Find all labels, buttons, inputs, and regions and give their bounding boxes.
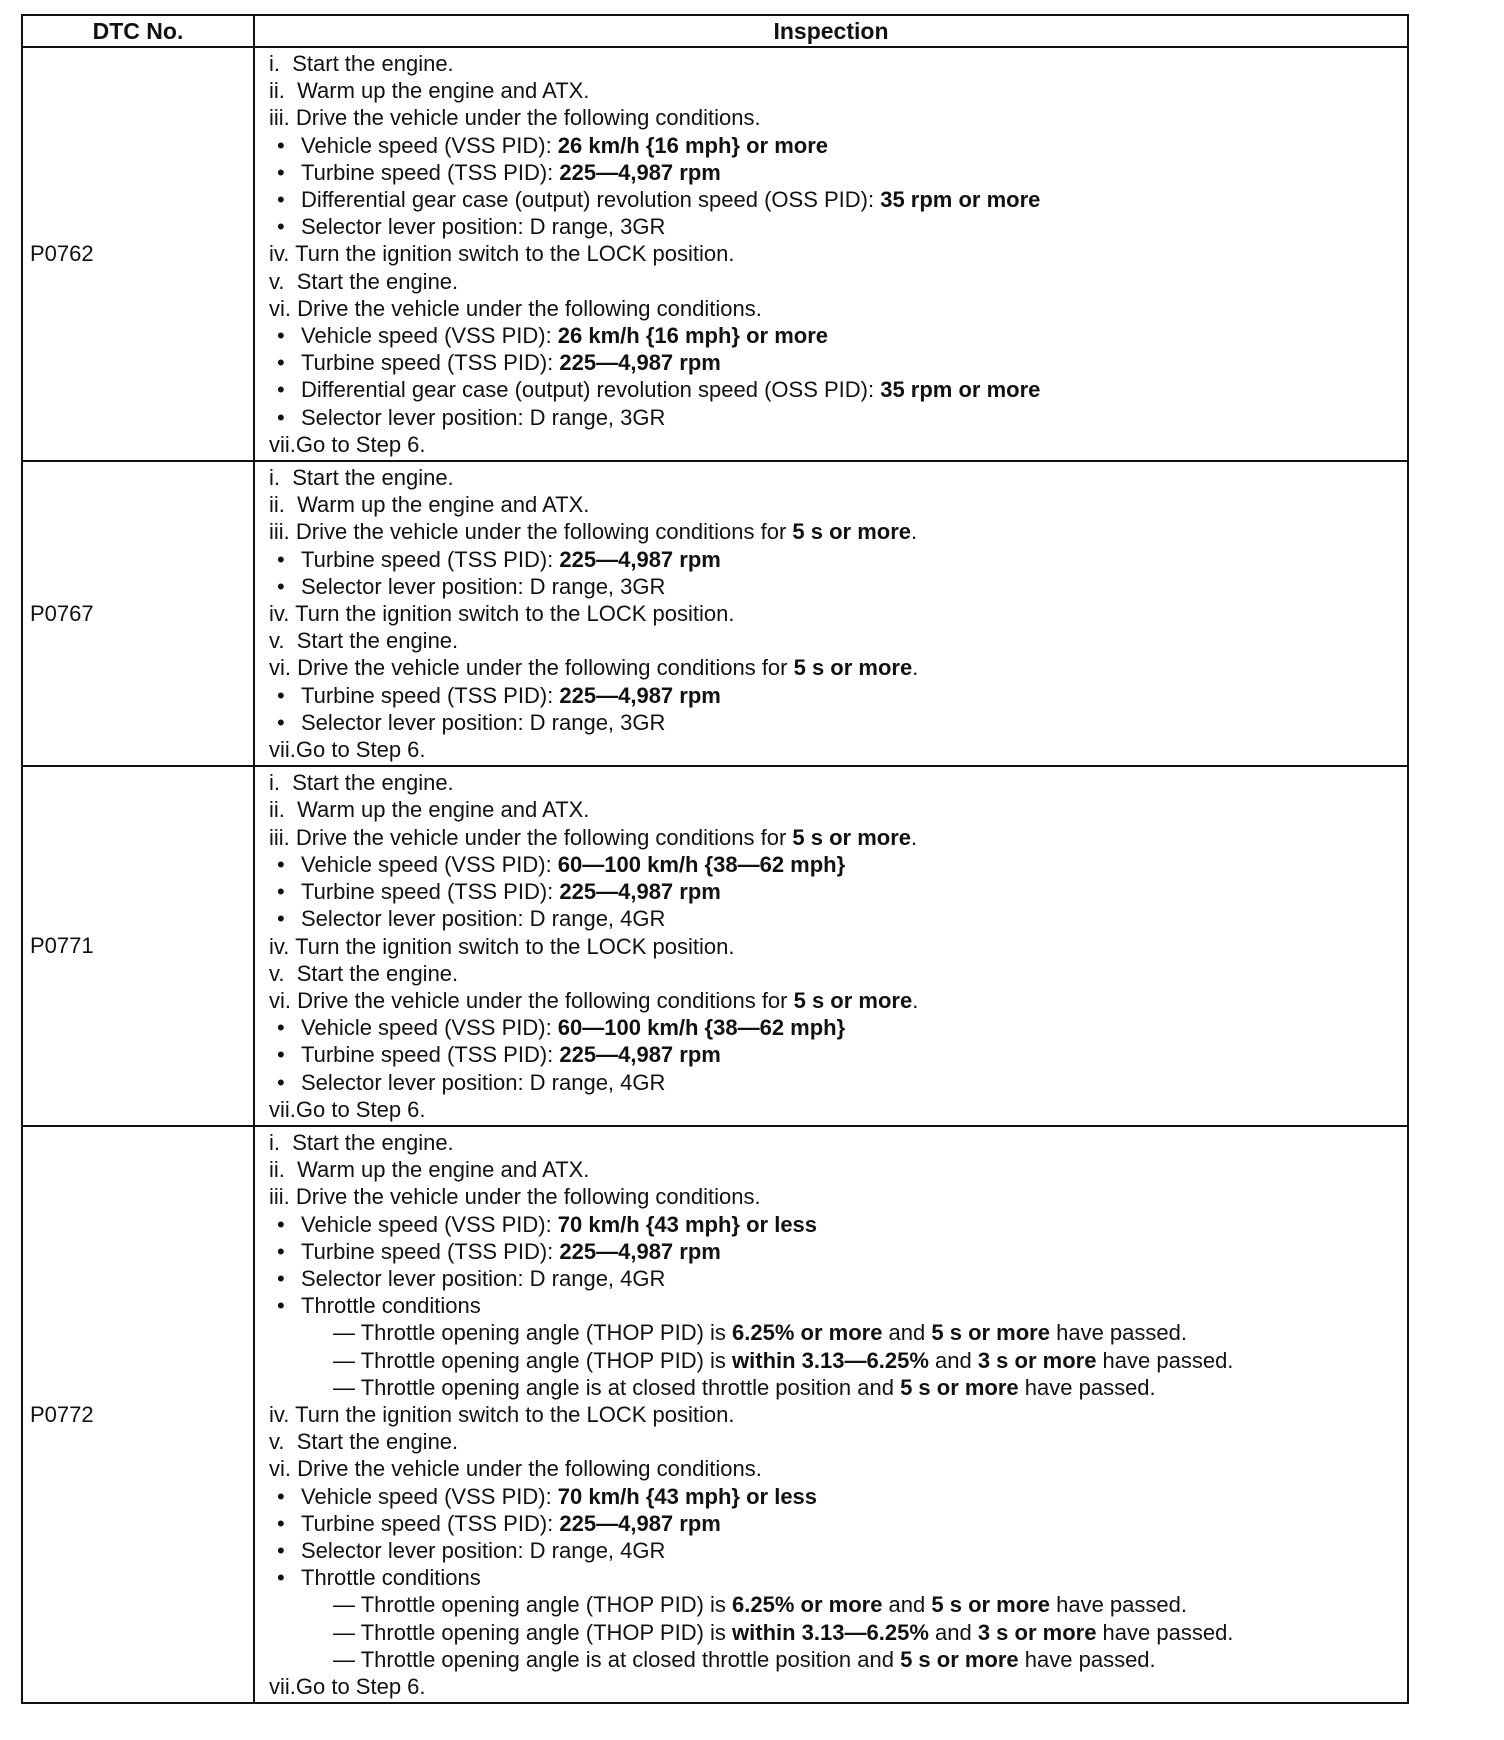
bullet-icon: •: [277, 377, 285, 403]
sub-condition-item: [269, 1646, 1407, 1673]
condition-item: [269, 851, 1407, 878]
bullet-icon: •: [277, 546, 285, 572]
step-text: v. Start the engine.: [269, 1429, 459, 1455]
step-item: [269, 518, 1407, 545]
condition-item: [269, 1211, 1407, 1238]
step-item: [269, 796, 1407, 823]
emphasis-text: within 3.13—6.25%: [732, 1619, 929, 1645]
step-text: — Throttle opening angle (THOP PID) is: [333, 1347, 733, 1373]
step-text: — Throttle opening angle is at closed throttle position and: [333, 1374, 901, 1400]
condition-item: [269, 1265, 1407, 1292]
emphasis-text: 26 km/h {16 mph} or more: [557, 132, 829, 158]
bullet-icon: •: [277, 1265, 285, 1291]
table-row: [22, 461, 1408, 766]
emphasis-text: 3 s or more: [977, 1619, 1097, 1645]
step-text: .: [911, 519, 918, 545]
step-item: [269, 295, 1407, 322]
step-text: ii. Warm up the engine and ATX.: [269, 78, 590, 104]
emphasis-text: 225—4,987 rpm: [559, 159, 721, 185]
step-text: Throttle conditions: [301, 1565, 481, 1591]
emphasis-text: 225—4,987 rpm: [559, 1238, 721, 1264]
step-text: Selector lever position: D range, 4GR: [301, 1537, 666, 1563]
emphasis-text: 5 s or more: [931, 1592, 1050, 1618]
condition-item: [269, 1292, 1407, 1319]
step-item: [269, 824, 1407, 851]
step-text: Turbine speed (TSS PID):: [301, 159, 560, 185]
step-text: i. Start the engine.: [269, 51, 454, 76]
dtc-code: P0772: [22, 1126, 254, 1703]
step-text: Vehicle speed (VSS PID):: [301, 323, 558, 349]
bullet-icon: •: [277, 187, 285, 213]
step-text: i. Start the engine.: [269, 465, 454, 491]
step-item: [269, 960, 1407, 987]
step-item: [269, 1428, 1407, 1455]
inspection-steps: [254, 461, 1408, 766]
condition-item: [269, 132, 1407, 159]
header-dtc-no: DTC No.: [22, 15, 254, 47]
step-text: .: [911, 824, 918, 850]
emphasis-text: 3 s or more: [977, 1347, 1097, 1373]
condition-item: [269, 1041, 1407, 1068]
step-text: Selector lever position: D range, 4GR: [301, 1069, 666, 1095]
step-text: iii. Drive the vehicle under the following conditions.: [269, 1184, 761, 1210]
step-text: Vehicle speed (VSS PID):: [301, 851, 558, 877]
step-item: [269, 1129, 1407, 1156]
step-text: Selector lever position: D range, 3GR: [301, 214, 666, 240]
dtc-code: P0767: [22, 461, 254, 766]
step-text: vii.Go to Step 6.: [269, 1673, 426, 1699]
emphasis-text: 6.25% or more: [732, 1592, 883, 1618]
bullet-icon: •: [277, 682, 285, 708]
step-item: [269, 769, 1407, 796]
inspection-steps: [254, 47, 1408, 461]
emphasis-text: 26 km/h {16 mph} or more: [557, 323, 829, 349]
step-text: iv. Turn the ignition switch to the LOCK position.: [269, 1401, 735, 1427]
table-row: [22, 766, 1408, 1126]
step-item: [269, 1156, 1407, 1183]
bullet-icon: •: [277, 1238, 285, 1264]
step-text: Selector lever position: D range, 3GR: [301, 573, 666, 599]
emphasis-text: 60—100 km/h {38—62 mph}: [557, 1015, 846, 1041]
condition-item: [269, 682, 1407, 709]
emphasis-text: 5 s or more: [792, 824, 911, 850]
bullet-icon: •: [277, 1015, 285, 1041]
dtc-code: P0771: [22, 766, 254, 1126]
step-text: Differential gear case (output) revolution speed (OSS PID):: [301, 377, 881, 403]
step-item: [269, 1455, 1407, 1482]
step-text: ii. Warm up the engine and ATX.: [269, 492, 590, 518]
bullet-icon: •: [277, 1537, 285, 1563]
condition-item: [269, 159, 1407, 186]
step-text: vii.Go to Step 6.: [269, 737, 426, 763]
step-item: [269, 1401, 1407, 1428]
step-item: [269, 104, 1407, 131]
bullet-icon: •: [277, 323, 285, 349]
header-inspection: Inspection: [254, 15, 1408, 47]
step-text: Turbine speed (TSS PID):: [301, 682, 560, 708]
step-text: — Throttle opening angle is at closed throttle position and: [333, 1646, 901, 1672]
step-text: Turbine speed (TSS PID):: [301, 546, 560, 572]
table-body: [22, 47, 1408, 1703]
emphasis-text: 225—4,987 rpm: [559, 682, 721, 708]
step-text: and: [928, 1619, 978, 1645]
step-text: have passed.: [1049, 1592, 1187, 1618]
step-item: [269, 268, 1407, 295]
step-text: have passed.: [1096, 1619, 1234, 1645]
emphasis-text: 225—4,987 rpm: [559, 879, 721, 905]
bullet-icon: •: [277, 159, 285, 185]
step-item: [269, 1096, 1407, 1123]
bullet-icon: •: [277, 1483, 285, 1509]
sub-condition-item: [269, 1374, 1407, 1401]
condition-item: [269, 1510, 1407, 1537]
emphasis-text: 5 s or more: [931, 1320, 1050, 1346]
step-text: vi. Drive the vehicle under the following conditions.: [269, 295, 762, 321]
condition-item: [269, 1014, 1407, 1041]
emphasis-text: 225—4,987 rpm: [559, 546, 721, 572]
step-text: .: [912, 987, 919, 1013]
bullet-icon: •: [277, 906, 285, 932]
step-text: v. Start the engine.: [269, 628, 459, 654]
step-text: ii. Warm up the engine and ATX.: [269, 1157, 590, 1183]
emphasis-text: 70 km/h {43 mph} or less: [557, 1211, 818, 1237]
step-text: Selector lever position: D range, 4GR: [301, 906, 666, 932]
step-item: [269, 50, 1407, 77]
bullet-icon: •: [277, 350, 285, 376]
sub-condition-item: [269, 1347, 1407, 1374]
header-row: [22, 15, 1408, 47]
step-item: [269, 464, 1407, 491]
condition-item: [269, 1564, 1407, 1591]
condition-item: [269, 349, 1407, 376]
step-text: Selector lever position: D range, 3GR: [301, 404, 666, 430]
bullet-icon: •: [277, 573, 285, 599]
emphasis-text: 5 s or more: [900, 1646, 1019, 1672]
step-text: vi. Drive the vehicle under the following conditions.: [269, 1456, 762, 1482]
step-text: Vehicle speed (VSS PID):: [301, 1015, 558, 1041]
step-item: [269, 736, 1407, 763]
step-text: vii.Go to Step 6.: [269, 431, 426, 457]
condition-item: [269, 709, 1407, 736]
step-text: Vehicle speed (VSS PID):: [301, 1211, 558, 1237]
step-text: Selector lever position: D range, 3GR: [301, 709, 666, 735]
bullet-icon: •: [277, 879, 285, 905]
inspection-steps: [254, 766, 1408, 1126]
emphasis-text: 225—4,987 rpm: [559, 1042, 721, 1068]
bullet-icon: •: [277, 709, 285, 735]
emphasis-text: 225—4,987 rpm: [559, 1510, 721, 1536]
bullet-icon: •: [277, 1293, 285, 1319]
inspection-steps: [254, 1126, 1408, 1703]
condition-item: [269, 1537, 1407, 1564]
table-row: [22, 47, 1408, 461]
dtc-inspection-table: [21, 14, 1409, 1704]
table-row: [22, 1126, 1408, 1703]
emphasis-text: 5 s or more: [792, 519, 911, 545]
sub-condition-item: [269, 1319, 1407, 1346]
step-text: Turbine speed (TSS PID):: [301, 879, 560, 905]
step-text: i. Start the engine.: [269, 770, 454, 796]
emphasis-text: within 3.13—6.25%: [732, 1347, 929, 1373]
bullet-icon: •: [277, 1211, 285, 1237]
condition-item: [269, 404, 1407, 431]
step-item: [269, 240, 1407, 267]
emphasis-text: 60—100 km/h {38—62 mph}: [557, 851, 846, 877]
step-text: Turbine speed (TSS PID):: [301, 1042, 560, 1068]
step-text: have passed.: [1096, 1347, 1234, 1373]
step-text: Turbine speed (TSS PID):: [301, 350, 560, 376]
dtc-code: P0762: [22, 47, 254, 461]
step-text: and: [882, 1320, 932, 1346]
step-text: have passed.: [1018, 1646, 1156, 1672]
condition-item: [269, 322, 1407, 349]
step-text: — Throttle opening angle (THOP PID) is: [333, 1619, 733, 1645]
condition-item: [269, 546, 1407, 573]
step-item: [269, 987, 1407, 1014]
step-item: [269, 933, 1407, 960]
step-item: [269, 654, 1407, 681]
step-text: i. Start the engine.: [269, 1129, 454, 1155]
step-item: [269, 77, 1407, 104]
step-text: vi. Drive the vehicle under the following conditions for: [269, 655, 794, 681]
condition-item: [269, 878, 1407, 905]
step-text: ii. Warm up the engine and ATX.: [269, 797, 590, 823]
step-text: iv. Turn the ignition switch to the LOCK position.: [269, 601, 735, 627]
emphasis-text: 225—4,987 rpm: [559, 350, 721, 376]
bullet-icon: •: [277, 404, 285, 430]
emphasis-text: 6.25% or more: [732, 1320, 883, 1346]
sub-condition-item: [269, 1619, 1407, 1646]
step-text: v. Start the engine.: [269, 960, 459, 986]
emphasis-text: 5 s or more: [793, 655, 913, 681]
step-text: Turbine speed (TSS PID):: [301, 1238, 560, 1264]
condition-item: [269, 376, 1407, 403]
step-text: iv. Turn the ignition switch to the LOCK position.: [269, 241, 735, 267]
emphasis-text: 70 km/h {43 mph} or less: [557, 1483, 818, 1509]
step-text: and: [882, 1592, 932, 1618]
step-item: [269, 1183, 1407, 1210]
step-text: v. Start the engine.: [269, 268, 459, 294]
condition-item: [269, 1483, 1407, 1510]
step-text: Vehicle speed (VSS PID):: [301, 132, 558, 158]
condition-item: [269, 1238, 1407, 1265]
bullet-icon: •: [277, 132, 285, 158]
step-text: iv. Turn the ignition switch to the LOCK position.: [269, 933, 735, 959]
step-item: [269, 491, 1407, 518]
step-text: iii. Drive the vehicle under the following conditions.: [269, 105, 761, 131]
emphasis-text: 35 rpm or more: [880, 187, 1041, 213]
condition-item: [269, 1069, 1407, 1096]
step-text: Selector lever position: D range, 4GR: [301, 1265, 666, 1291]
condition-item: [269, 186, 1407, 213]
condition-item: [269, 213, 1407, 240]
condition-item: [269, 905, 1407, 932]
step-text: vii.Go to Step 6.: [269, 1096, 426, 1122]
step-text: Vehicle speed (VSS PID):: [301, 1483, 558, 1509]
bullet-icon: •: [277, 1069, 285, 1095]
step-item: [269, 1673, 1407, 1700]
bullet-icon: •: [277, 214, 285, 240]
step-text: have passed.: [1018, 1374, 1156, 1400]
emphasis-text: 5 s or more: [793, 987, 913, 1013]
bullet-icon: •: [277, 851, 285, 877]
emphasis-text: 35 rpm or more: [880, 377, 1041, 403]
step-item: [269, 431, 1407, 458]
step-item: [269, 627, 1407, 654]
condition-item: [269, 573, 1407, 600]
step-text: vi. Drive the vehicle under the following conditions for: [269, 987, 794, 1013]
step-text: Turbine speed (TSS PID):: [301, 1510, 560, 1536]
bullet-icon: •: [277, 1510, 285, 1536]
emphasis-text: 5 s or more: [900, 1374, 1019, 1400]
step-text: have passed.: [1049, 1320, 1187, 1346]
step-text: and: [928, 1347, 978, 1373]
step-text: — Throttle opening angle (THOP PID) is: [333, 1320, 733, 1346]
step-text: Throttle conditions: [301, 1293, 481, 1319]
bullet-icon: •: [277, 1042, 285, 1068]
step-text: iii. Drive the vehicle under the following conditions for: [269, 519, 793, 545]
step-text: .: [912, 655, 919, 681]
sub-condition-item: [269, 1591, 1407, 1618]
step-text: Differential gear case (output) revolution speed (OSS PID):: [301, 187, 881, 213]
step-item: [269, 600, 1407, 627]
step-text: iii. Drive the vehicle under the following conditions for: [269, 824, 793, 850]
step-text: — Throttle opening angle (THOP PID) is: [333, 1592, 733, 1618]
bullet-icon: •: [277, 1565, 285, 1591]
